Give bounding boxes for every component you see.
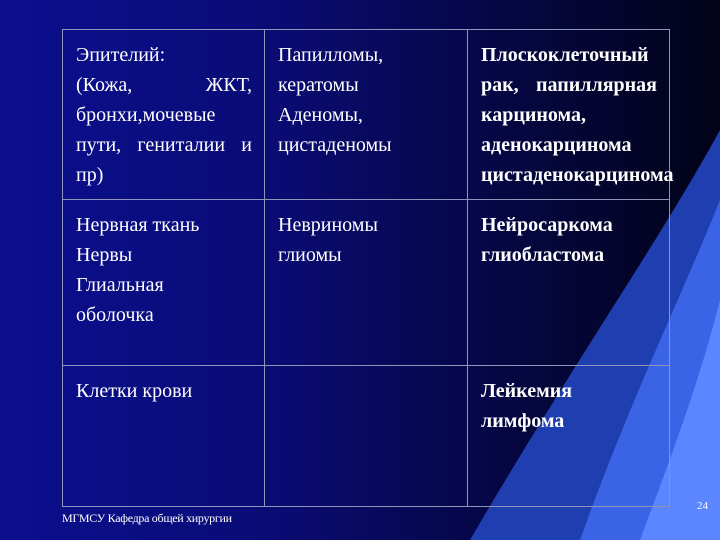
table-row — [63, 30, 670, 200]
benign-cell — [265, 200, 468, 366]
table-row — [63, 366, 670, 507]
tissue-cell — [63, 366, 265, 507]
malignant-tumors-text: Плоскоклеточный рак, папиллярная карцинома, аденокарцинома цистаденокарцинома — [481, 44, 674, 186]
tissue-cell — [63, 200, 265, 366]
page-number: 24 — [697, 500, 708, 512]
benign-cell — [265, 30, 468, 200]
table-row — [63, 200, 670, 366]
tissue-cell — [63, 30, 265, 200]
malignant-tumors-text: Нейросаркома глиобластома — [481, 214, 613, 266]
tissue-label: Эпителий: (Кожа, ЖКТ, бронхи,мочевые пути, гениталии и пр) — [76, 44, 252, 186]
benign-tumors-text: Невриномы глиомы — [278, 214, 378, 266]
tissue-label: Клетки крови — [76, 380, 193, 402]
malignant-cell — [468, 30, 674, 200]
malignant-tumors-text: Лейкемия лимфома — [481, 380, 573, 432]
benign-cell — [265, 366, 468, 507]
malignant-cell — [468, 366, 670, 507]
tumor-classification-table — [62, 29, 674, 507]
footer-text: МГМСУ Кафедра общей хирургии — [62, 511, 232, 525]
tissue-label: Нервная ткань Нервы Глиальная оболочка — [76, 214, 200, 326]
malignant-cell — [468, 200, 670, 366]
benign-tumors-text: Папилломы, кератомы Аденомы, цистаденомы — [278, 44, 392, 156]
